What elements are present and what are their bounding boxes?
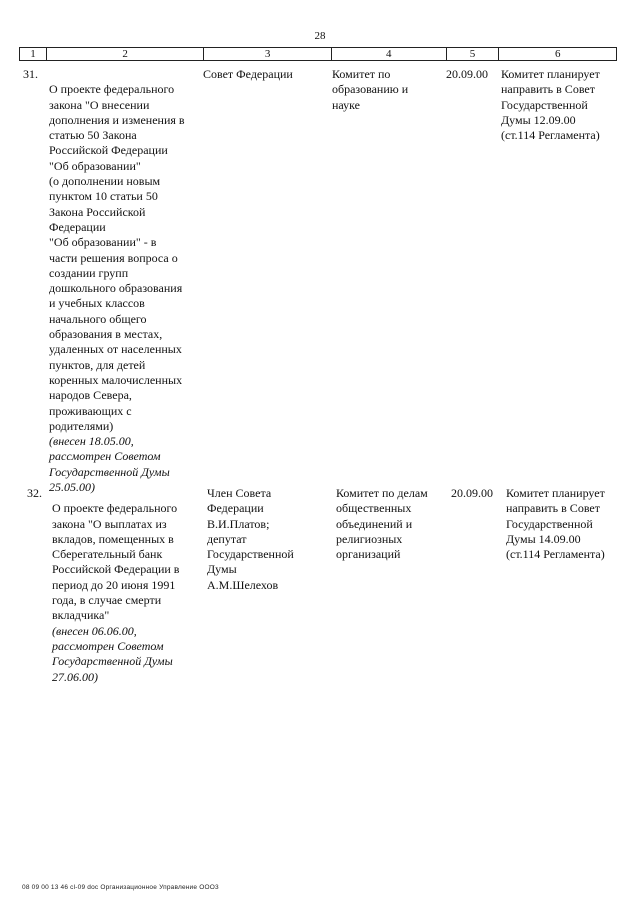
column-header-3: 3 xyxy=(204,48,332,60)
table-header-row xyxy=(19,47,617,61)
column-header-2: 2 xyxy=(47,48,204,60)
page-number: 28 xyxy=(314,30,326,42)
column-header-4: 4 xyxy=(332,48,447,60)
date: 20.09.00 xyxy=(446,67,488,81)
initiator: Член Совета Федерации В.И.Платов; депутат Государственной Думы А.М.Шелехов xyxy=(207,486,294,592)
bill-title xyxy=(52,486,210,700)
column-header-1: 1 xyxy=(20,48,47,60)
plan: Комитет планирует направить в Совет Государственной Думы 14.09.00 (ст.114 Регламента) xyxy=(506,486,605,562)
bill-title-text: О проекте федерального закона "О внесении дополнения и изменения в статью 50 Закона Российской Федерации "Об образовании" (о дополнении новым пунктом 10 статьи 50 Закона Российской Федерации "Об образовании" - в части решения вопроса о создании групп дошкольного образования и учебных классов начального общего образования в местах, удаленных от населенных пунктов, для детей коренных малочисленных народов Севера, проживающих с родителями) xyxy=(49,82,185,433)
footer-print-stamp: 08 09 00 13 46 cl-09 doc Организационное Управление ООО3 xyxy=(22,884,219,891)
bill-title xyxy=(49,67,207,511)
bill-title-text: О проекте федерального закона "О выплатах из вкладов, помещенных в Сберегательный банк Российской Федерации в период до 20 июня 1991 года, в случае смерти вкладчика" xyxy=(52,501,180,623)
date: 20.09.00 xyxy=(451,486,493,500)
column-header-5: 5 xyxy=(447,48,500,60)
committee: Комитет по образованию и науке xyxy=(332,67,409,112)
row-number: 32. xyxy=(27,486,42,500)
committee: Комитет по делам общественных объединений и религиозных организаций xyxy=(336,486,428,562)
plan: Комитет планирует направить в Совет Государственной Думы 12.09.00 (ст.114 Регламента) xyxy=(501,67,600,143)
column-header-6: 6 xyxy=(554,48,561,60)
bill-note: (внесен 06.06.00, рассмотрен Советом Государственной Думы 27.06.00) xyxy=(52,623,173,684)
initiator: Совет Федерации xyxy=(203,67,293,81)
row-number: 31. xyxy=(23,67,38,81)
bill-note: (внесен 18.05.00, рассмотрен Советом Государственной Думы 25.05.00) xyxy=(49,434,170,495)
